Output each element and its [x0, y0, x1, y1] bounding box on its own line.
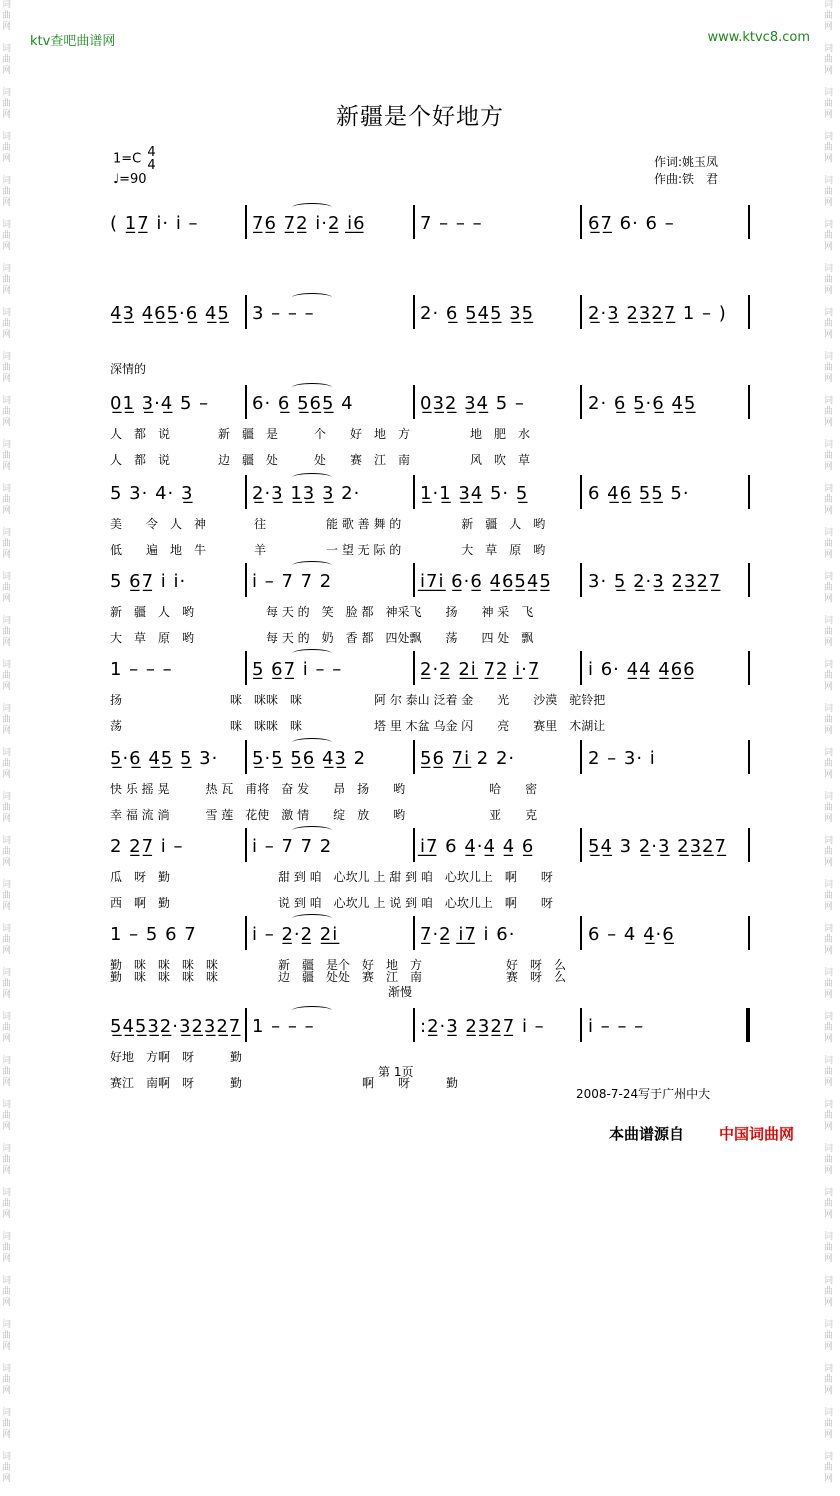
measure-notes: 4̲3̲ 4̲6̲5̲·6̲ 4̲5̲ — [110, 303, 230, 324]
barline — [245, 563, 247, 597]
barline — [245, 295, 247, 329]
tie-arc — [292, 473, 332, 482]
lyrics-verse-2: 低 遍 地 牛 羊 一 望 无 际 的 大 草 原 哟 — [110, 543, 546, 557]
lyrics-verse-2: 赛江 南啊 呀 勤 啊 呀 勤 — [110, 1076, 459, 1090]
measure-notes: i̲7̲i̲ 6̲·6̲ 4̲6̲5̲4̲5̲ — [420, 571, 552, 592]
measure-notes: 2· 6̲ 5̲4̲5̲ 3̲5̲ — [420, 303, 535, 324]
lyrics-verse-2: 荡 咪 咪咪 咪 塔 里 木盆 乌金 闪 亮 赛里 木湖让 — [110, 719, 606, 733]
measure-notes: 7 – – – — [420, 213, 483, 234]
measure-notes: i – 7 7 2 — [252, 571, 333, 592]
header-site-url[interactable]: www.ktvc8.com — [707, 30, 810, 45]
measure-notes: 2 2̲7̲ i – — [110, 836, 184, 857]
measure-notes: 0̲3̲2̲ 3̲4̲ 5 – — [420, 393, 525, 414]
barline — [748, 295, 750, 329]
quarter-note-icon: ♩ — [113, 172, 120, 187]
barline — [245, 740, 247, 774]
barline — [413, 1008, 415, 1042]
lyrics-verse-1: 瓜 呀 勤 甜 到 咱 心坎儿 上 甜 到 咱 心坎儿上 啊 呀 — [110, 870, 553, 884]
lyrics-verse-1: 美 令 人 神 往 能 歌 善 舞 的 新 疆 人 哟 — [110, 517, 546, 531]
lyrics-verse-1: 扬 咪 咪咪 咪 阿 尔 泰山 泛着 金 光 沙漠 驼铃把 — [110, 693, 606, 707]
lyrics-verse-1: 人 都 说 新 疆 是 个 好 地 方 地 肥 水 — [110, 427, 531, 441]
measure-notes: 5̲·6̲ 4̲5̲ 5̲ 3· — [110, 748, 219, 769]
barline — [580, 651, 582, 685]
barline — [580, 916, 582, 950]
measure-notes: i – 7 7 2 — [252, 836, 333, 857]
barline — [580, 740, 582, 774]
tie-arc — [292, 649, 332, 658]
measure-notes: 5 3· 4· 3̲ — [110, 483, 194, 504]
barline — [748, 828, 750, 862]
measure-notes: :2̲·3̲ 2̲3̲2̲7̲ i – — [420, 1016, 545, 1037]
tie-arc — [292, 561, 332, 570]
measure-notes: i 6· 4̲4̲ 4̲6̲6̲ — [588, 659, 696, 680]
tie-arc — [292, 293, 332, 302]
barline — [748, 475, 750, 509]
tie-arc — [292, 203, 332, 212]
measure-notes: 2 – 3· i — [588, 748, 656, 769]
measure-notes: 5̲4̲5̲3̲2̲·3̲2̲3̲2̲7̲ — [110, 1016, 242, 1037]
barline — [245, 1008, 247, 1042]
measure-notes: 6 4̲6̲ 5̲5̲ 5· — [588, 483, 690, 504]
score-row — [110, 295, 758, 343]
measure-notes: 5̲4̲ 3 2̲·3̲ 2̲3̲2̲7̲ — [588, 836, 727, 857]
song-title: 新疆是个好地方 — [336, 104, 504, 130]
barline — [413, 475, 415, 509]
tempo-marking: ♩=90 — [113, 172, 147, 187]
measure-notes: i – 2̲·2̲ 2̲i̲ — [252, 924, 339, 945]
lyrics-verse-2: 勤 咪 咪 咪 咪 边 疆 处处 赛 江 南 赛 呀 么 — [110, 970, 567, 984]
measure-notes: 5̲·5̲ 5̲6̲ 4̲3̲ 2 — [252, 748, 367, 769]
measure-notes: 1̲·1̲ 3̲4̲ 5· 5̲ — [420, 483, 529, 504]
barline — [245, 475, 247, 509]
measure-notes: 2· 6̲ 5̲·6̲ 4̲5̲ — [588, 393, 697, 414]
lyrics-verse-2: 人 都 说 边 疆 处 处 赛 江 南 风 吹 草 — [110, 453, 531, 467]
measure-notes: 7̲·2̲ i̲7̲ i 6· — [420, 924, 516, 945]
barline — [748, 916, 750, 950]
lyrics-verse-2: 大 草 原 哟 每 天 的 奶 香 都 四处飘 荡 四 处 飘 — [110, 631, 534, 645]
barline — [413, 295, 415, 329]
measure-notes: i̲7̲ 6 4̲·4̲ 4̲ 6̲ — [420, 836, 535, 857]
page-number: 第 1页 — [378, 1065, 414, 1079]
lyrics-verse-1: 新 疆 人 哟 每 天 的 笑 脸 都 神采飞 扬 神 采 飞 — [110, 605, 534, 619]
tie-arc — [292, 1006, 332, 1015]
measure-notes: 6 – 4 4̲·6̲ — [588, 924, 675, 945]
lyrics-verse-2: 西 啊 勤 说 到 咱 心坎儿 上 说 到 咱 心坎儿上 啊 呀 — [110, 896, 553, 910]
composer-credit: 作曲:铁 君 — [654, 172, 719, 186]
barline — [245, 385, 247, 419]
measure-notes: 1 – – – — [252, 1016, 315, 1037]
measure-notes: 3 – – – — [252, 303, 315, 324]
measure-notes: 6· 6̲ 5̲6̲5̲ 4 — [252, 393, 354, 414]
barline — [413, 916, 415, 950]
measure-notes: 1 – 5 6 7 — [110, 924, 197, 945]
barline — [245, 916, 247, 950]
measure-notes: 1 – – – — [110, 659, 173, 680]
score-row — [110, 205, 758, 253]
barline — [748, 740, 750, 774]
tie-arc — [292, 826, 332, 835]
tie-arc — [292, 383, 332, 392]
barline — [580, 828, 582, 862]
barline — [748, 385, 750, 419]
expression-rit: 渐慢 — [388, 985, 413, 999]
watermark-right: 词 曲 网 词 曲 网 词 曲 网 词 曲 网 词 曲 网 词 曲 网 词 曲 网 词 曲 网 词 曲 网 词 曲 网 词 曲 网 词 曲 网 词 曲 网 词 曲 网 词 曲 网 词 曲 网 词 曲 网 词 曲 网 词 曲 网 词 曲 网 词 曲 网 词 曲 网 词 曲 网 词 曲 网 词 曲 网 词 曲 网 词 曲 网 词 曲 网 词 曲 网 词 曲 网 词 曲 网 词 曲 网 词 曲 网 词 曲 网 — [824, 0, 834, 1484]
expression-tender: 深情的 — [110, 362, 147, 376]
barline — [413, 563, 415, 597]
barline — [580, 205, 582, 239]
time-signature: 4 4 — [147, 145, 156, 173]
measure-notes: 5̲ 6̲7̲ i – – — [252, 659, 343, 680]
barline — [245, 651, 247, 685]
measure-notes: 2̲·3̲ 2̲3̲2̲7̲ 1 – ) — [588, 303, 727, 324]
tie-arc — [292, 738, 332, 747]
header-site-name[interactable]: ktv查吧曲谱网 — [30, 34, 116, 49]
barline — [580, 295, 582, 329]
barline — [580, 1008, 582, 1042]
barline — [245, 828, 247, 862]
measure-notes: 6̲7̲ 6· 6 – — [588, 213, 675, 234]
final-barline — [746, 1008, 750, 1042]
barline — [580, 385, 582, 419]
barline — [748, 205, 750, 239]
lyrics-verse-1: 勤 咪 咪 咪 咪 新 疆 是个 好 地 方 好 呀 么 — [110, 958, 567, 972]
lyrics-verse-2: 幸 福 流 淌 雪 莲 花使 激 情 绽 放 哟 亚 克 — [110, 808, 538, 822]
lyricist-credit: 作词:姚玉凤 — [654, 155, 719, 169]
measure-notes: 5 6̲7̲ i i· — [110, 571, 187, 592]
measure-notes: 5̲6̲ 7̲i̲ 2 2· — [420, 748, 516, 769]
measure-notes: ( 1̲7̲ i· i – — [110, 213, 199, 234]
barline — [413, 205, 415, 239]
lyrics-verse-1: 好地 方啊 呀 勤 — [110, 1050, 387, 1064]
footer-source-site[interactable]: 中国词曲网 — [719, 1125, 795, 1143]
composition-date: 2008-7-24写于广州中大 — [576, 1087, 711, 1101]
barline — [245, 205, 247, 239]
measure-notes: 3· 5̲ 2̲·3̲ 2̲3̲2̲7̲ — [588, 571, 722, 592]
barline — [748, 563, 750, 597]
barline — [580, 475, 582, 509]
measure-notes: 7̲6̲ 7̲2̲ i·2̲ i̲6̲ — [252, 213, 366, 234]
key-signature: 1=C 4 4 — [113, 145, 156, 173]
footer-source-label: 本曲谱源自 — [609, 1125, 685, 1143]
measure-notes: 2̲·3̲ 1̲3̲ 3̲ 2· — [252, 483, 361, 504]
barline — [413, 385, 415, 419]
barline — [748, 651, 750, 685]
measure-notes: i – – – — [588, 1016, 645, 1037]
tie-arc — [292, 914, 332, 923]
watermark-left: 词 曲 网 词 曲 网 词 曲 网 词 曲 网 词 曲 网 词 曲 网 词 曲 网 词 曲 网 词 曲 网 词 曲 网 词 曲 网 词 曲 网 词 曲 网 词 曲 网 词 曲 网 词 曲 网 词 曲 网 词 曲 网 词 曲 网 词 曲 网 词 曲 网 词 曲 网 词 曲 网 词 曲 网 词 曲 网 词 曲 网 词 曲 网 词 曲 网 词 曲 网 词 曲 网 词 曲 网 词 曲 网 词 曲 网 词 曲 网 — [2, 0, 12, 1484]
barline — [413, 651, 415, 685]
barline — [580, 563, 582, 597]
barline — [413, 740, 415, 774]
measure-notes: 2̲·2̲ 2̲i̲ 7̲2̲ i̲·7̲ — [420, 659, 541, 680]
lyrics-verse-1: 快 乐 摇 晃 热 瓦 甫将 奋 发 昂 扬 哟 哈 密 — [110, 782, 538, 796]
measure-notes: 0̲1̲ 3̲·4̲ 5 – — [110, 393, 210, 414]
barline — [413, 828, 415, 862]
